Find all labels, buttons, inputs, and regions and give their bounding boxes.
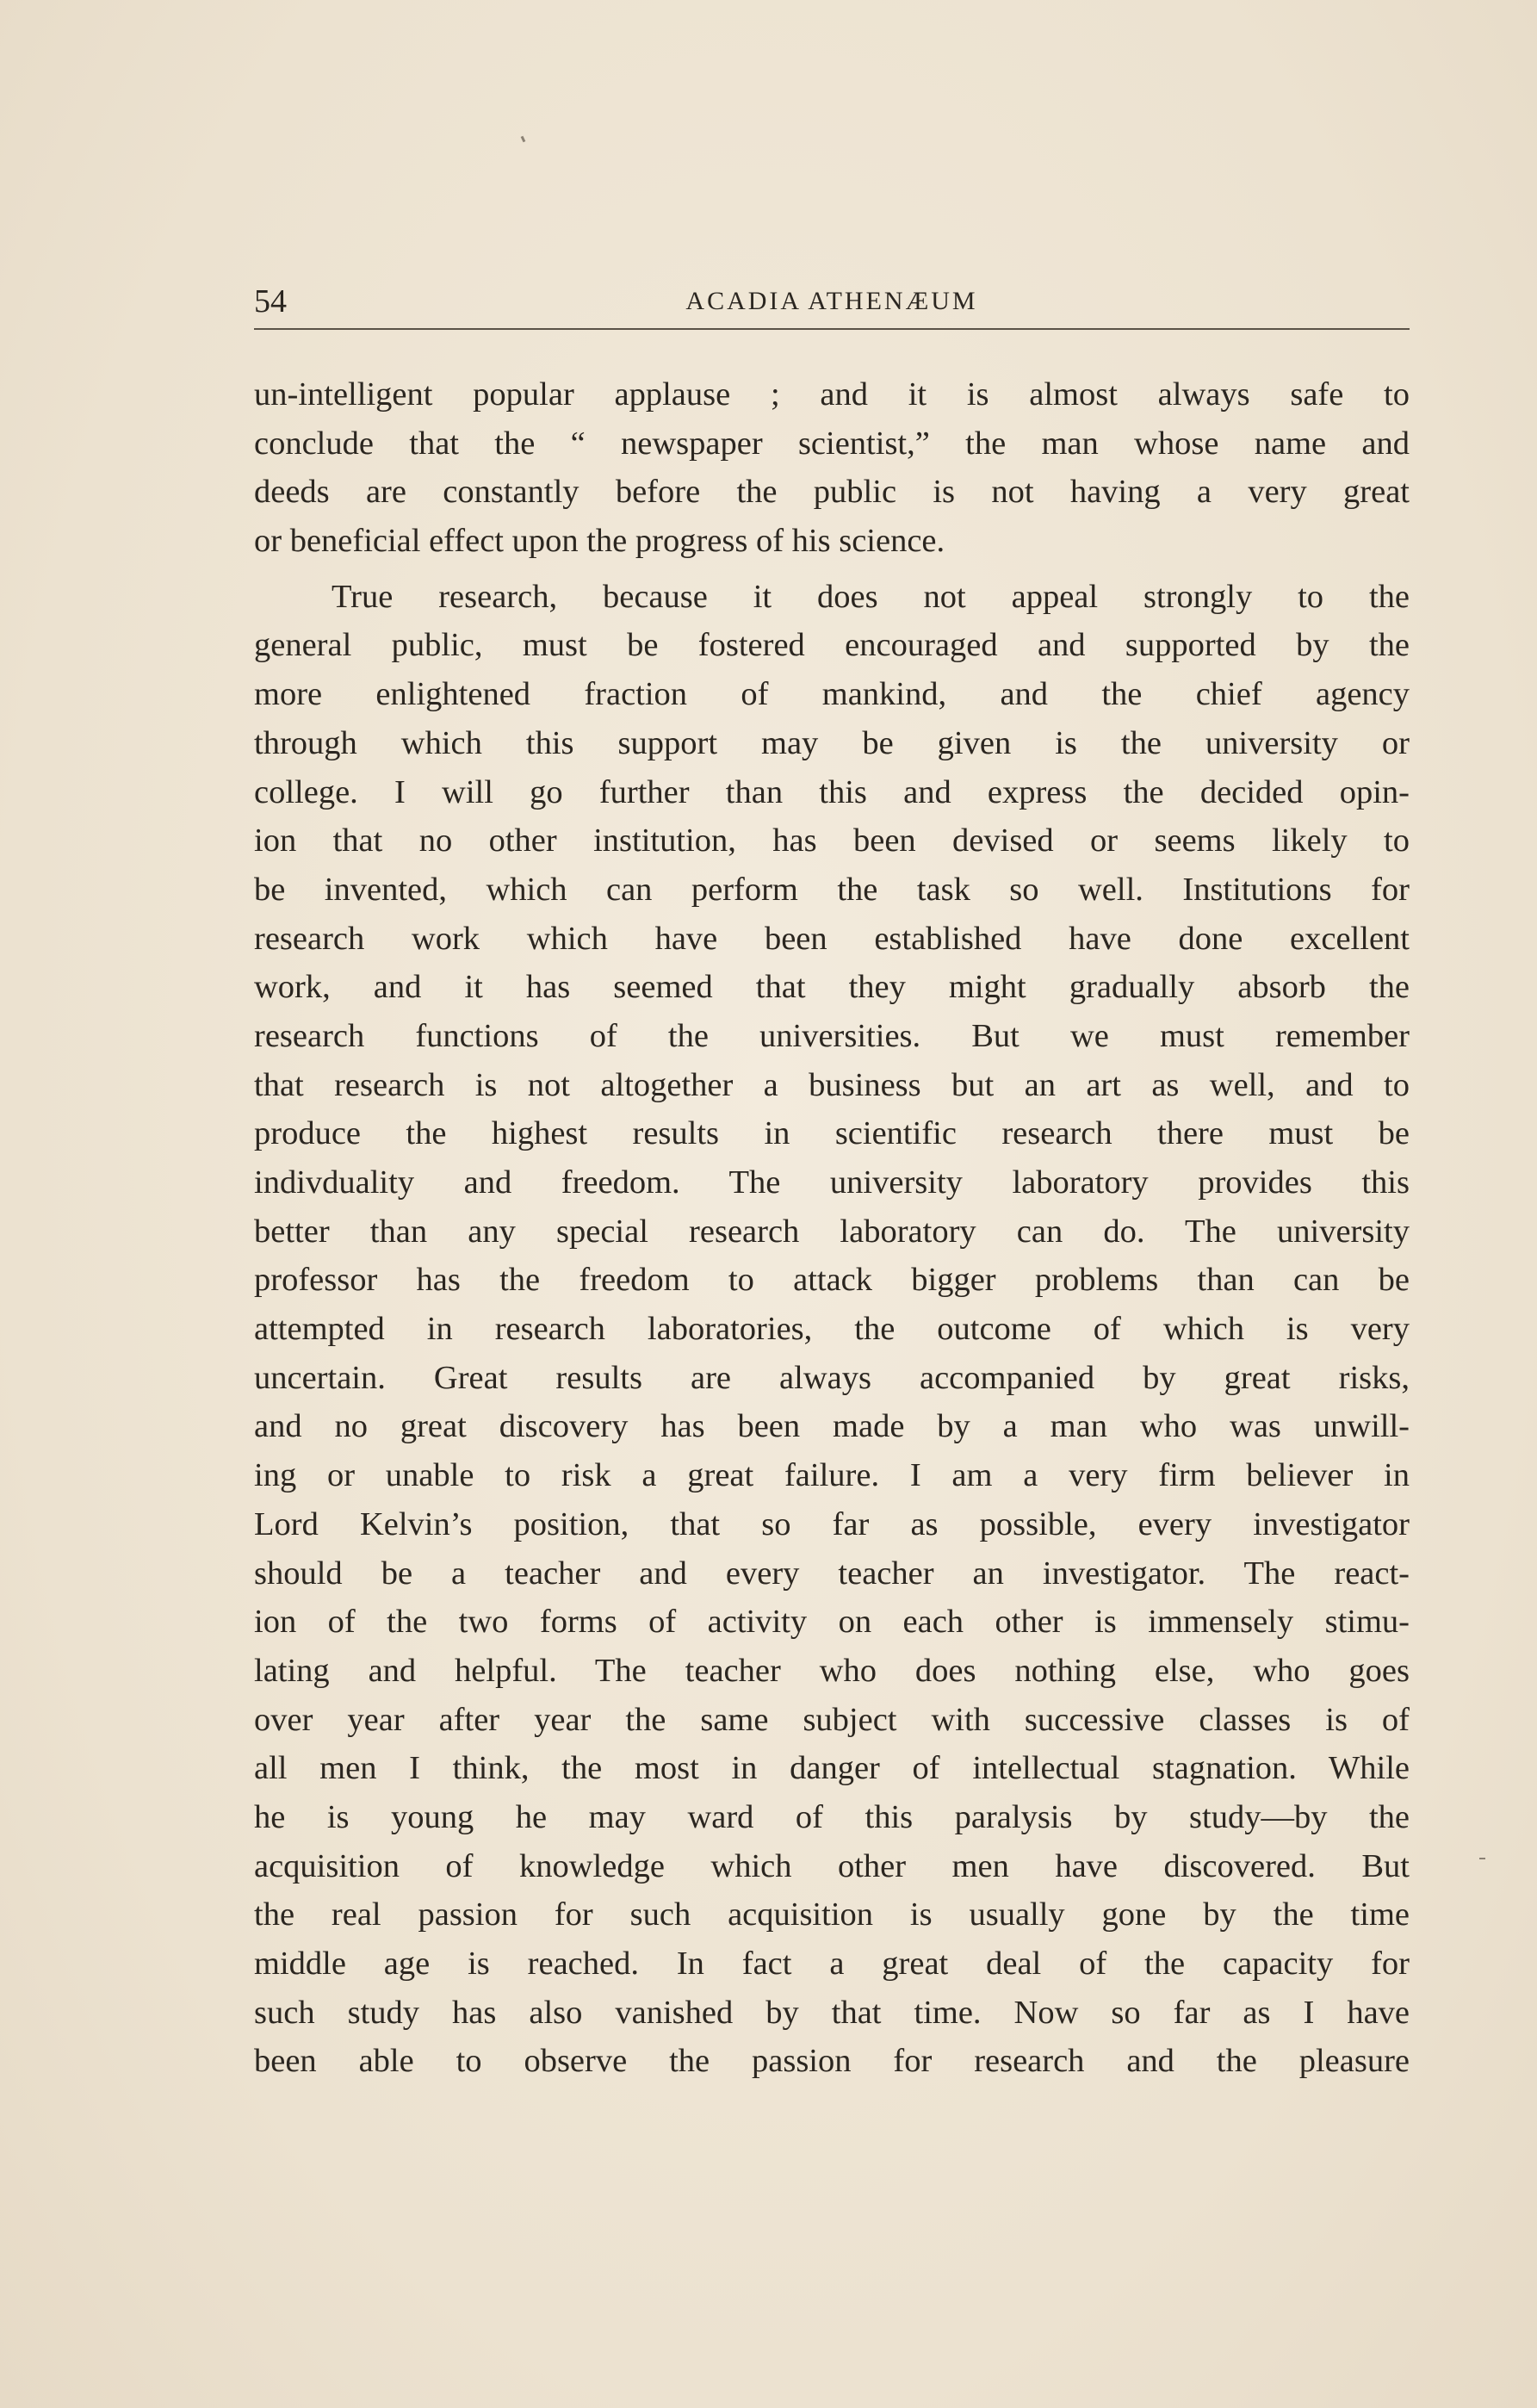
text-line: college. I will go further than this and express the decided opin-	[254, 773, 1410, 810]
text-line: through which this support may be given is the university or	[254, 724, 1410, 761]
text-line: Lord Kelvin’s position, that so far as possible, every investigator	[254, 1505, 1410, 1542]
text-line: middle age is reached. In fact a great deal of the capacity for	[254, 1946, 1410, 1982]
text-line: he is young he may ward of this paralysis by study—by the	[254, 1798, 1410, 1835]
text-line: acquisition of knowledge which other men have discovered. But	[254, 1847, 1410, 1884]
text-line: general public, must be fostered encouraged and supported by the	[254, 627, 1410, 664]
text-line: uncertain. Great results are always accompanied by great risks,	[254, 1359, 1410, 1396]
text-line: ion that no other institution, has been devised or seems likely to	[254, 822, 1410, 860]
text-line: research functions of the universities. But we must remember	[254, 1017, 1410, 1054]
text-line: True research, because it does not appeal strongly to the	[332, 578, 1410, 615]
text-line: un-intelligent popular applause ; and it is almost always safe to	[254, 376, 1410, 413]
text-line: been able to observe the passion for research and the pleasure	[254, 2043, 1410, 2080]
paragraph	[254, 370, 1410, 566]
running-head: ACADIA ATHENÆUM	[685, 287, 978, 315]
paragraph-gap	[254, 566, 1410, 573]
text-line: professor has the freedom to attack bigger problems than can be	[254, 1262, 1410, 1299]
text-line: deeds are constantly before the public is not having a very great	[254, 474, 1410, 511]
text-line: over year after year the same subject with successive classes is of	[254, 1701, 1410, 1738]
text-line: that research is not altogether a business but an art as well, and to	[254, 1066, 1410, 1103]
paper-speck	[521, 136, 526, 143]
body-text	[254, 370, 1410, 2086]
text-line: research work which have been established have done excellent	[254, 920, 1410, 957]
page-header	[254, 277, 1410, 326]
text-line: be invented, which can perform the task so well. Institutions for	[254, 871, 1410, 908]
text-line: or beneficial effect upon the progress of his science.	[254, 523, 945, 560]
text-line: work, and it has seemed that they might gradually absorb the	[254, 969, 1410, 1006]
text-line: indivduality and freedom. The university laboratory provides this	[254, 1164, 1410, 1201]
paper-speck	[1479, 1858, 1485, 1859]
text-line: produce the highest results in scientific research there must be	[254, 1115, 1410, 1152]
text-line: ing or unable to risk a great failure. I am a very firm believer in	[254, 1457, 1410, 1494]
text-line: more enlightened fraction of mankind, and the chief agency	[254, 676, 1410, 713]
header-rule	[254, 328, 1410, 330]
paragraph	[254, 573, 1410, 2086]
text-line: such study has also vanished by that time. Now so far as I have	[254, 1994, 1410, 2031]
text-line: the real passion for such acquisition is usually gone by the time	[254, 1896, 1410, 1933]
text-line: conclude that the “ newspaper scientist,” the man whose name and	[254, 425, 1410, 462]
text-line: better than any special research laboratory can do. The university	[254, 1213, 1410, 1250]
text-line: ion of the two forms of activity on each other is immensely stimu-	[254, 1604, 1410, 1641]
text-line: should be a teacher and every teacher an investigator. The react-	[254, 1555, 1410, 1592]
page-number: 54	[254, 283, 287, 320]
text-line: attempted in research laboratories, the outcome of which is very	[254, 1311, 1410, 1348]
text-line: and no great discovery has been made by a man who was unwill-	[254, 1408, 1410, 1445]
text-line: all men I think, the most in danger of intellectual stagnation. While	[254, 1750, 1410, 1787]
text-line: lating and helpful. The teacher who does nothing else, who goes	[254, 1652, 1410, 1689]
